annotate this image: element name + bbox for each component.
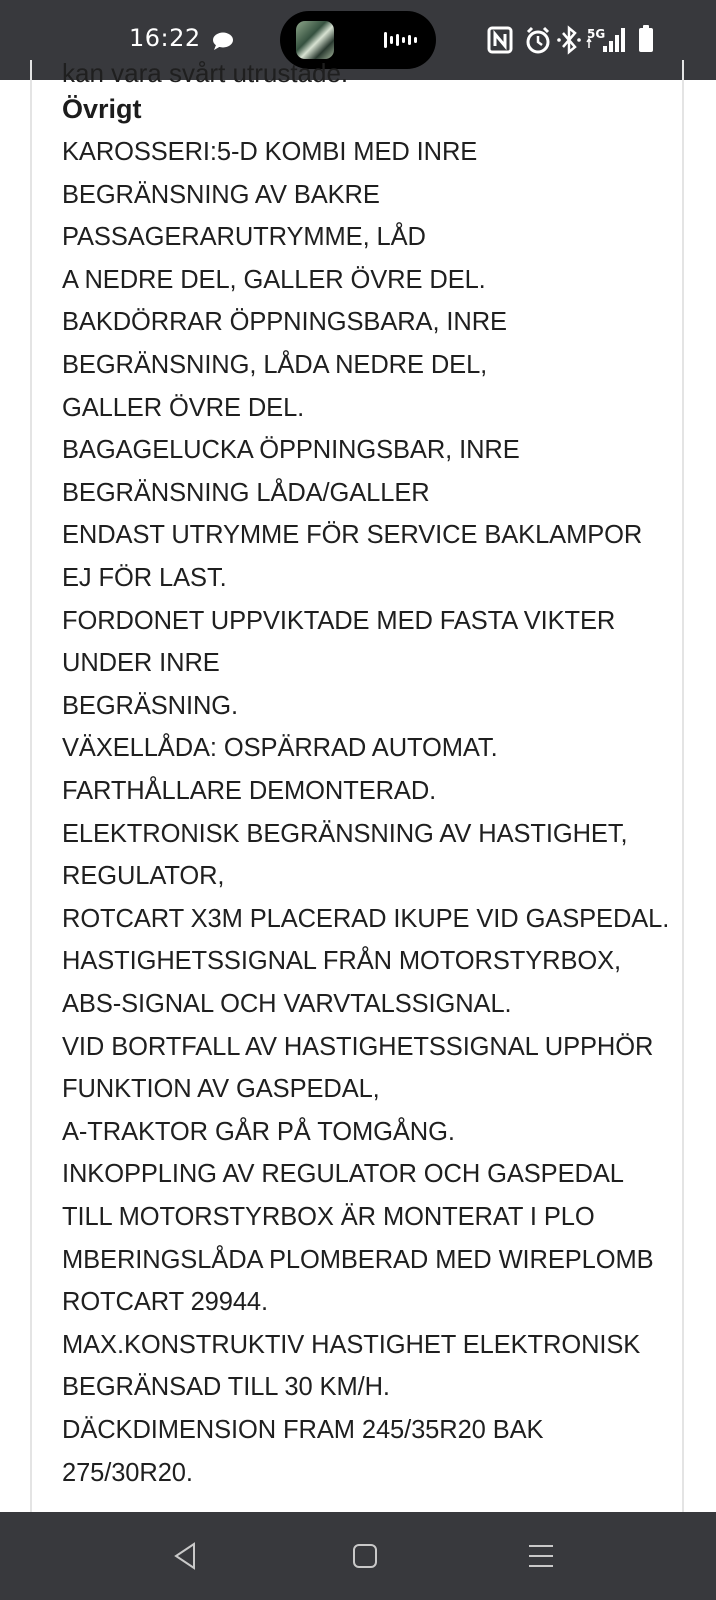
audio-wave-icon [384,30,420,50]
text-line: A NEDRE DEL, GALLER ÖVRE DEL. [62,265,486,294]
text-line: BEGRÄNSNING AV BAKRE [62,180,380,209]
recents-icon[interactable] [521,1536,561,1576]
navigation-bar [0,1512,716,1600]
signal-icon [603,28,625,52]
text-line: ROTCART 29944. [62,1288,268,1317]
text-line: A-TRAKTOR GÅR PÅ TOMGÅNG. [62,1117,455,1146]
text-line: ROTCART X3M PLACERAD IKUPE VID GASPEDAL. [62,904,670,933]
text-line: REGULATOR, [62,862,225,891]
text-line: VÄXELLÅDA: OSPÄRRAD AUTOMAT. [62,734,498,763]
text-line: HASTIGHETSSIGNAL FRÅN MOTORSTYRBOX, [62,947,621,976]
text-line: UNDER INRE [62,649,220,678]
text-line: TILL MOTORSTYRBOX ÄR MONTERAT I PLO [62,1203,595,1231]
text-line: ELEKTRONISK BEGRÄNSNING AV HASTIGHET, [62,819,628,848]
cut-off-text: kan vara svårt utrustade. [62,58,349,88]
text-line: BEGRÄNSNING, LÅDA NEDRE DEL, [62,351,488,379]
status-time: 16:22 [129,24,201,52]
nfc-icon [489,28,511,52]
section-title: Övrigt [62,94,142,124]
bluetooth-icon [557,28,581,52]
text-line: MAX.KONSTRUKTIV HASTIGHET ELEKTRONISK [62,1330,641,1359]
document-view[interactable] [0,58,716,1512]
back-icon[interactable] [166,1536,206,1576]
text-line: BEGRÄNSNING LÅDA/GALLER [62,478,430,507]
text-line: MBERINGSLÅDA PLOMBERAD MED WIREPLOMB [62,1245,654,1274]
text-line: ABS-SIGNAL OCH VARVTALSSIGNAL. [62,990,512,1018]
svg-text:5G: 5G [587,27,606,41]
text-line: DÄCKDIMENSION FRAM 245/35R20 BAK [62,1416,544,1444]
home-icon[interactable] [345,1536,385,1576]
text-line: VID BORTFALL AV HASTIGHETSSIGNAL UPPHÖR [62,1032,654,1061]
alarm-icon [528,28,548,52]
battery-icon [639,25,653,52]
text-line: FUNKTION AV GASPEDAL, [62,1075,380,1104]
album-art [296,21,334,59]
chat-icon [212,32,234,50]
text-line: 275/30R20. [62,1458,193,1487]
text-line: PASSAGERARUTRYMME, LÅD [62,223,426,252]
text-line: BAKDÖRRAR ÖPPNINGSBARA, INRE [62,308,507,337]
text-line: GALLER ÖVRE DEL. [62,393,305,422]
status-icons [487,22,667,58]
text-line: FARTHÅLLARE DEMONTERAD. [62,777,437,805]
text-line: BAGAGELUCKA ÖPPNINGSBAR, INRE [62,436,520,465]
text-line: INKOPPLING AV REGULATOR OCH GASPEDAL [62,1160,624,1189]
text-line: BEGRÄSNING. [62,691,239,720]
text-line: BEGRÄNSAD TILL 30 KM/H. [62,1373,390,1402]
text-line: KAROSSERI:5-D KOMBI MED INRE [62,138,478,166]
text-line: FORDONET UPPVIKTADE MED FASTA VIKTER [62,606,616,635]
text-line: EJ FÖR LAST. [62,564,227,592]
text-line: ENDAST UTRYMME FÖR SERVICE BAKLAMPOR [62,521,643,550]
